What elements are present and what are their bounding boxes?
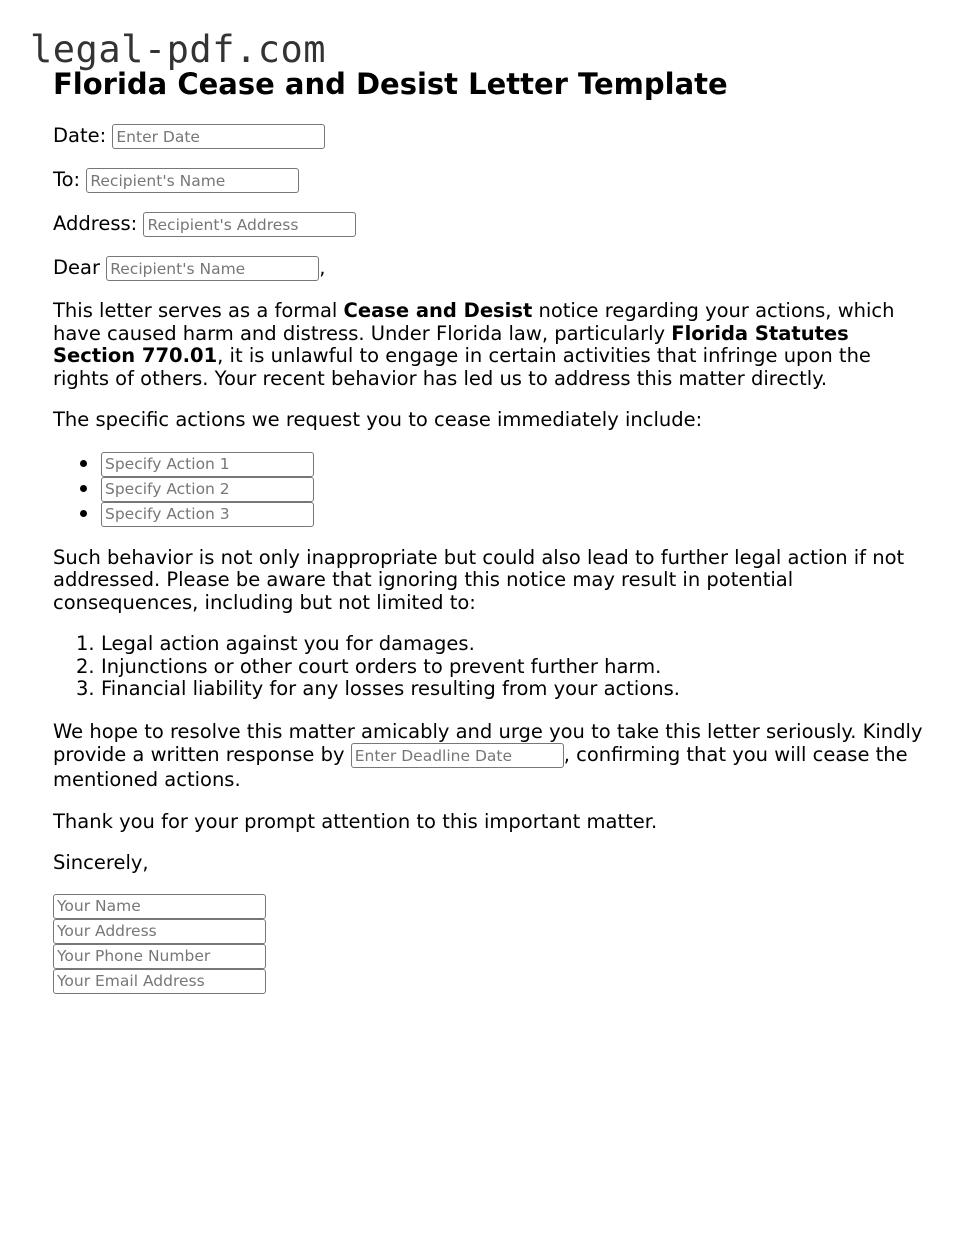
list-number: 2. xyxy=(76,654,95,678)
action-1-field[interactable] xyxy=(101,452,314,477)
page-title: Florida Cease and Desist Letter Template xyxy=(53,67,728,101)
resolve-text-1: We hope to resolve this matter amicably and urge you to take this letter seriously. Kindly provide a written response by xyxy=(53,719,923,766)
your-address-field[interactable] xyxy=(53,919,266,944)
to-label: To: xyxy=(53,168,81,191)
intro-bold-statute: Florida Statutes Section 770.01 xyxy=(53,321,849,367)
consequence-text: Financial liability for any losses resulting from your actions. xyxy=(101,677,680,700)
date-label: Date: xyxy=(53,124,107,147)
intro-text-1: This letter serves as a formal xyxy=(53,299,344,322)
your-phone-field[interactable] xyxy=(53,944,266,969)
action-2-field[interactable] xyxy=(101,477,314,502)
resolve-paragraph xyxy=(53,720,933,792)
your-name-field[interactable] xyxy=(53,894,266,919)
deadline-date-field[interactable] xyxy=(351,743,564,768)
list-item xyxy=(53,656,933,679)
bullet-icon xyxy=(80,485,87,492)
intro-text-2: notice regarding your actions, which have caused harm and distress. Under Florida law, particularly xyxy=(53,299,895,345)
recipient-name-field[interactable] xyxy=(86,168,299,193)
consequence-text: Injunctions or other court orders to prevent further harm. xyxy=(101,654,662,678)
signature-block xyxy=(53,894,933,994)
list-number: 1. xyxy=(76,632,95,655)
bullet-icon xyxy=(80,510,87,517)
dear-label: Dear xyxy=(53,256,100,279)
recipient-address-field[interactable] xyxy=(143,212,356,237)
address-row xyxy=(53,212,933,236)
actions-list xyxy=(53,452,933,527)
intro-paragraph xyxy=(53,300,933,390)
salutation-name-field[interactable] xyxy=(106,256,319,281)
list-item xyxy=(53,452,933,477)
list-item xyxy=(53,477,933,502)
consequences-list xyxy=(53,633,933,701)
your-email-field[interactable] xyxy=(53,969,266,994)
list-item xyxy=(53,633,933,656)
to-row xyxy=(53,168,933,192)
thanks-text: Thank you for your prompt attention to this important matter. xyxy=(53,809,658,833)
date-field[interactable] xyxy=(112,124,325,149)
consequences-intro: Such behavior is not only inappropriate but could also lead to further legal action if not addressed. Please be aware that ignoring this notice may result in potential consequences, including but not limited to: xyxy=(53,545,905,614)
actions-intro: The specific actions we request you to cease immediately include: xyxy=(53,408,703,431)
bullet-icon xyxy=(80,460,87,467)
consequence-text: Legal action against you for damages. xyxy=(101,632,475,655)
list-number: 3. xyxy=(76,677,95,700)
intro-bold-cease-desist: Cease and Desist xyxy=(343,299,533,322)
action-3-field[interactable] xyxy=(101,502,314,527)
salutation-row xyxy=(53,256,933,280)
list-item xyxy=(53,678,933,701)
address-label: Address: xyxy=(53,212,138,235)
salutation-comma: , xyxy=(319,256,326,279)
watermark: legal-pdf.com xyxy=(30,28,327,71)
closing-text: Sincerely, xyxy=(53,851,149,874)
list-item xyxy=(53,502,933,527)
resolve-text-2: , confirming that you will cease the mentioned actions. xyxy=(53,743,908,791)
date-row xyxy=(53,124,933,148)
intro-text-3: , it is unlawful to engage in certain activities that infringe upon the rights of others. Your recent behavior has led us to address this matter directly. xyxy=(53,344,871,390)
letter-page xyxy=(53,66,933,994)
